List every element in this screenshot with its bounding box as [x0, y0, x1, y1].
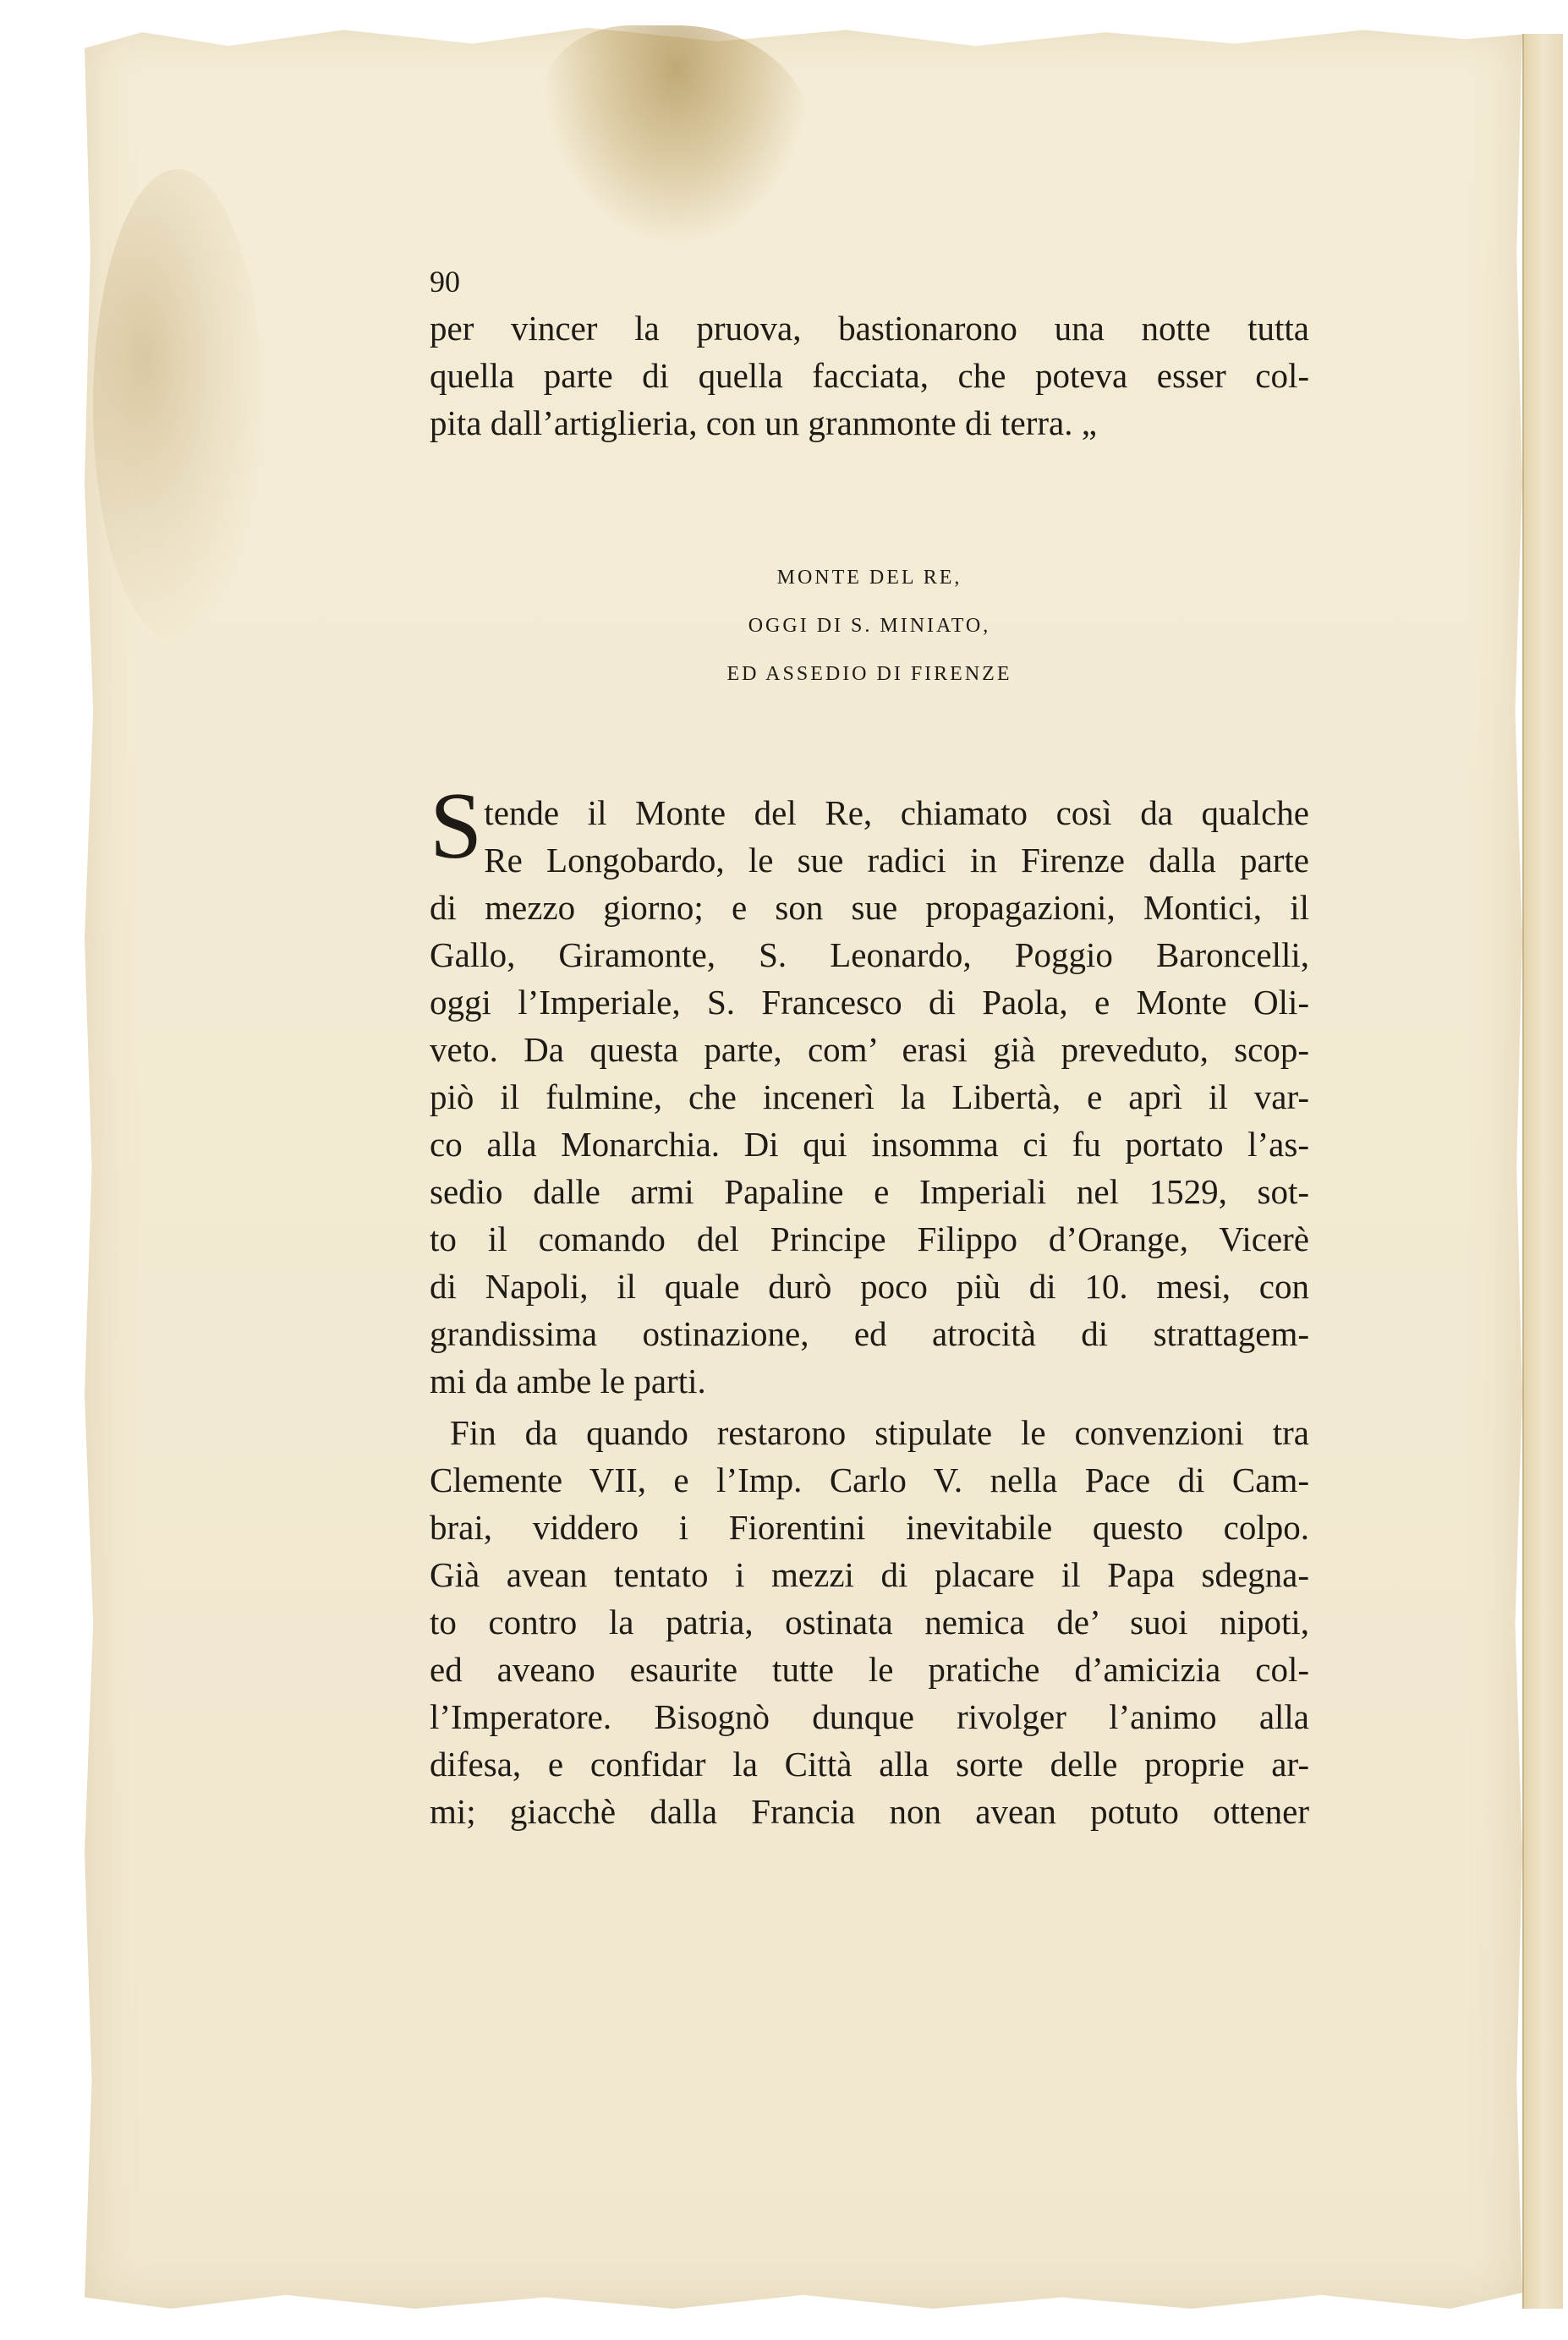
text-line: Gallo, Giramonte, S. Leonardo, Poggio Baroncelli,: [430, 935, 1309, 974]
text-line: sedio dalle armi Papaline e Imperiali nel 1529, sot-: [430, 1172, 1309, 1211]
text-line: mi da ambe le parti.: [430, 1362, 706, 1400]
text-line: l’Imperatore. Bisognò dunque rivolger l’animo alla: [430, 1697, 1309, 1736]
text-line: Re Longobardo, le sue radici in Firenze dalla parte: [484, 841, 1309, 880]
text-line: tende il Monte del Re, chiamato così da qualche: [484, 793, 1309, 832]
heading-line: OGGI DI S. MINIATO,: [748, 615, 991, 637]
text-line: brai, viddero i Fiorentini inevitabile questo colpo.: [430, 1508, 1309, 1547]
heading-line: MONTE DEL RE,: [776, 567, 962, 589]
text-line: co alla Monarchia. Di qui insomma ci fu portato l’as-: [430, 1125, 1309, 1164]
text-line: to contro la patria, ostinata nemica de’ suoi nipoti,: [430, 1603, 1309, 1641]
adjacent-leaf-edge: [1522, 34, 1563, 2309]
text-line: quella parte di quella facciata, che poteva esser col-: [430, 356, 1309, 395]
paragraph-1: [430, 774, 1309, 1405]
text-line: ed aveano esaurite tutte le pratiche d’amicizia col-: [430, 1650, 1309, 1689]
text-line: veto. Da questa parte, com’ erasi già preveduto, scop-: [430, 1030, 1309, 1069]
drop-cap: S: [430, 774, 483, 879]
paragraph-2: [430, 1409, 1309, 1835]
continuation-text: [430, 304, 1309, 447]
heading-line: ED ASSEDIO DI FIRENZE: [726, 663, 1012, 685]
text-line: difesa, e confidar la Città alla sorte delle proprie ar-: [430, 1745, 1309, 1784]
text-line: oggi l’Imperiale, S. Francesco di Paola, e Monte Oli-: [430, 983, 1309, 1022]
page-number: 90: [430, 265, 460, 299]
text-line: per vincer la pruova, bastionarono una notte tutta: [430, 309, 1309, 348]
text-line: piò il fulmine, che incenerì la Libertà, e aprì il var-: [430, 1077, 1309, 1116]
text-line: Già avean tentato i mezzi di placare il Papa sdegna-: [430, 1555, 1309, 1594]
foxing-stain-left: [93, 169, 262, 643]
text-line: Clemente VII, e l’Imp. Carlo V. nella Pace di Cam-: [430, 1460, 1309, 1499]
text-line: pita dall’artiglieria, con un granmonte di terra. „: [430, 403, 1097, 442]
text-line: grandissima ostinazione, ed atrocità di strattagem-: [430, 1314, 1309, 1353]
text-line: to il comando del Principe Filippo d’Orange, Vicerè: [430, 1219, 1309, 1258]
text-line: di Napoli, il quale durò poco più di 10. mesi, con: [430, 1267, 1309, 1306]
text-line: di mezzo giorno; e son sue propagazioni, Montici, il: [430, 888, 1309, 927]
text-line: Fin da quando restarono stipulate le convenzioni tra: [450, 1413, 1309, 1452]
section-heading: [430, 554, 1309, 699]
text-line: mi; giacchè dalla Francia non avean potuto ottener: [430, 1792, 1309, 1831]
